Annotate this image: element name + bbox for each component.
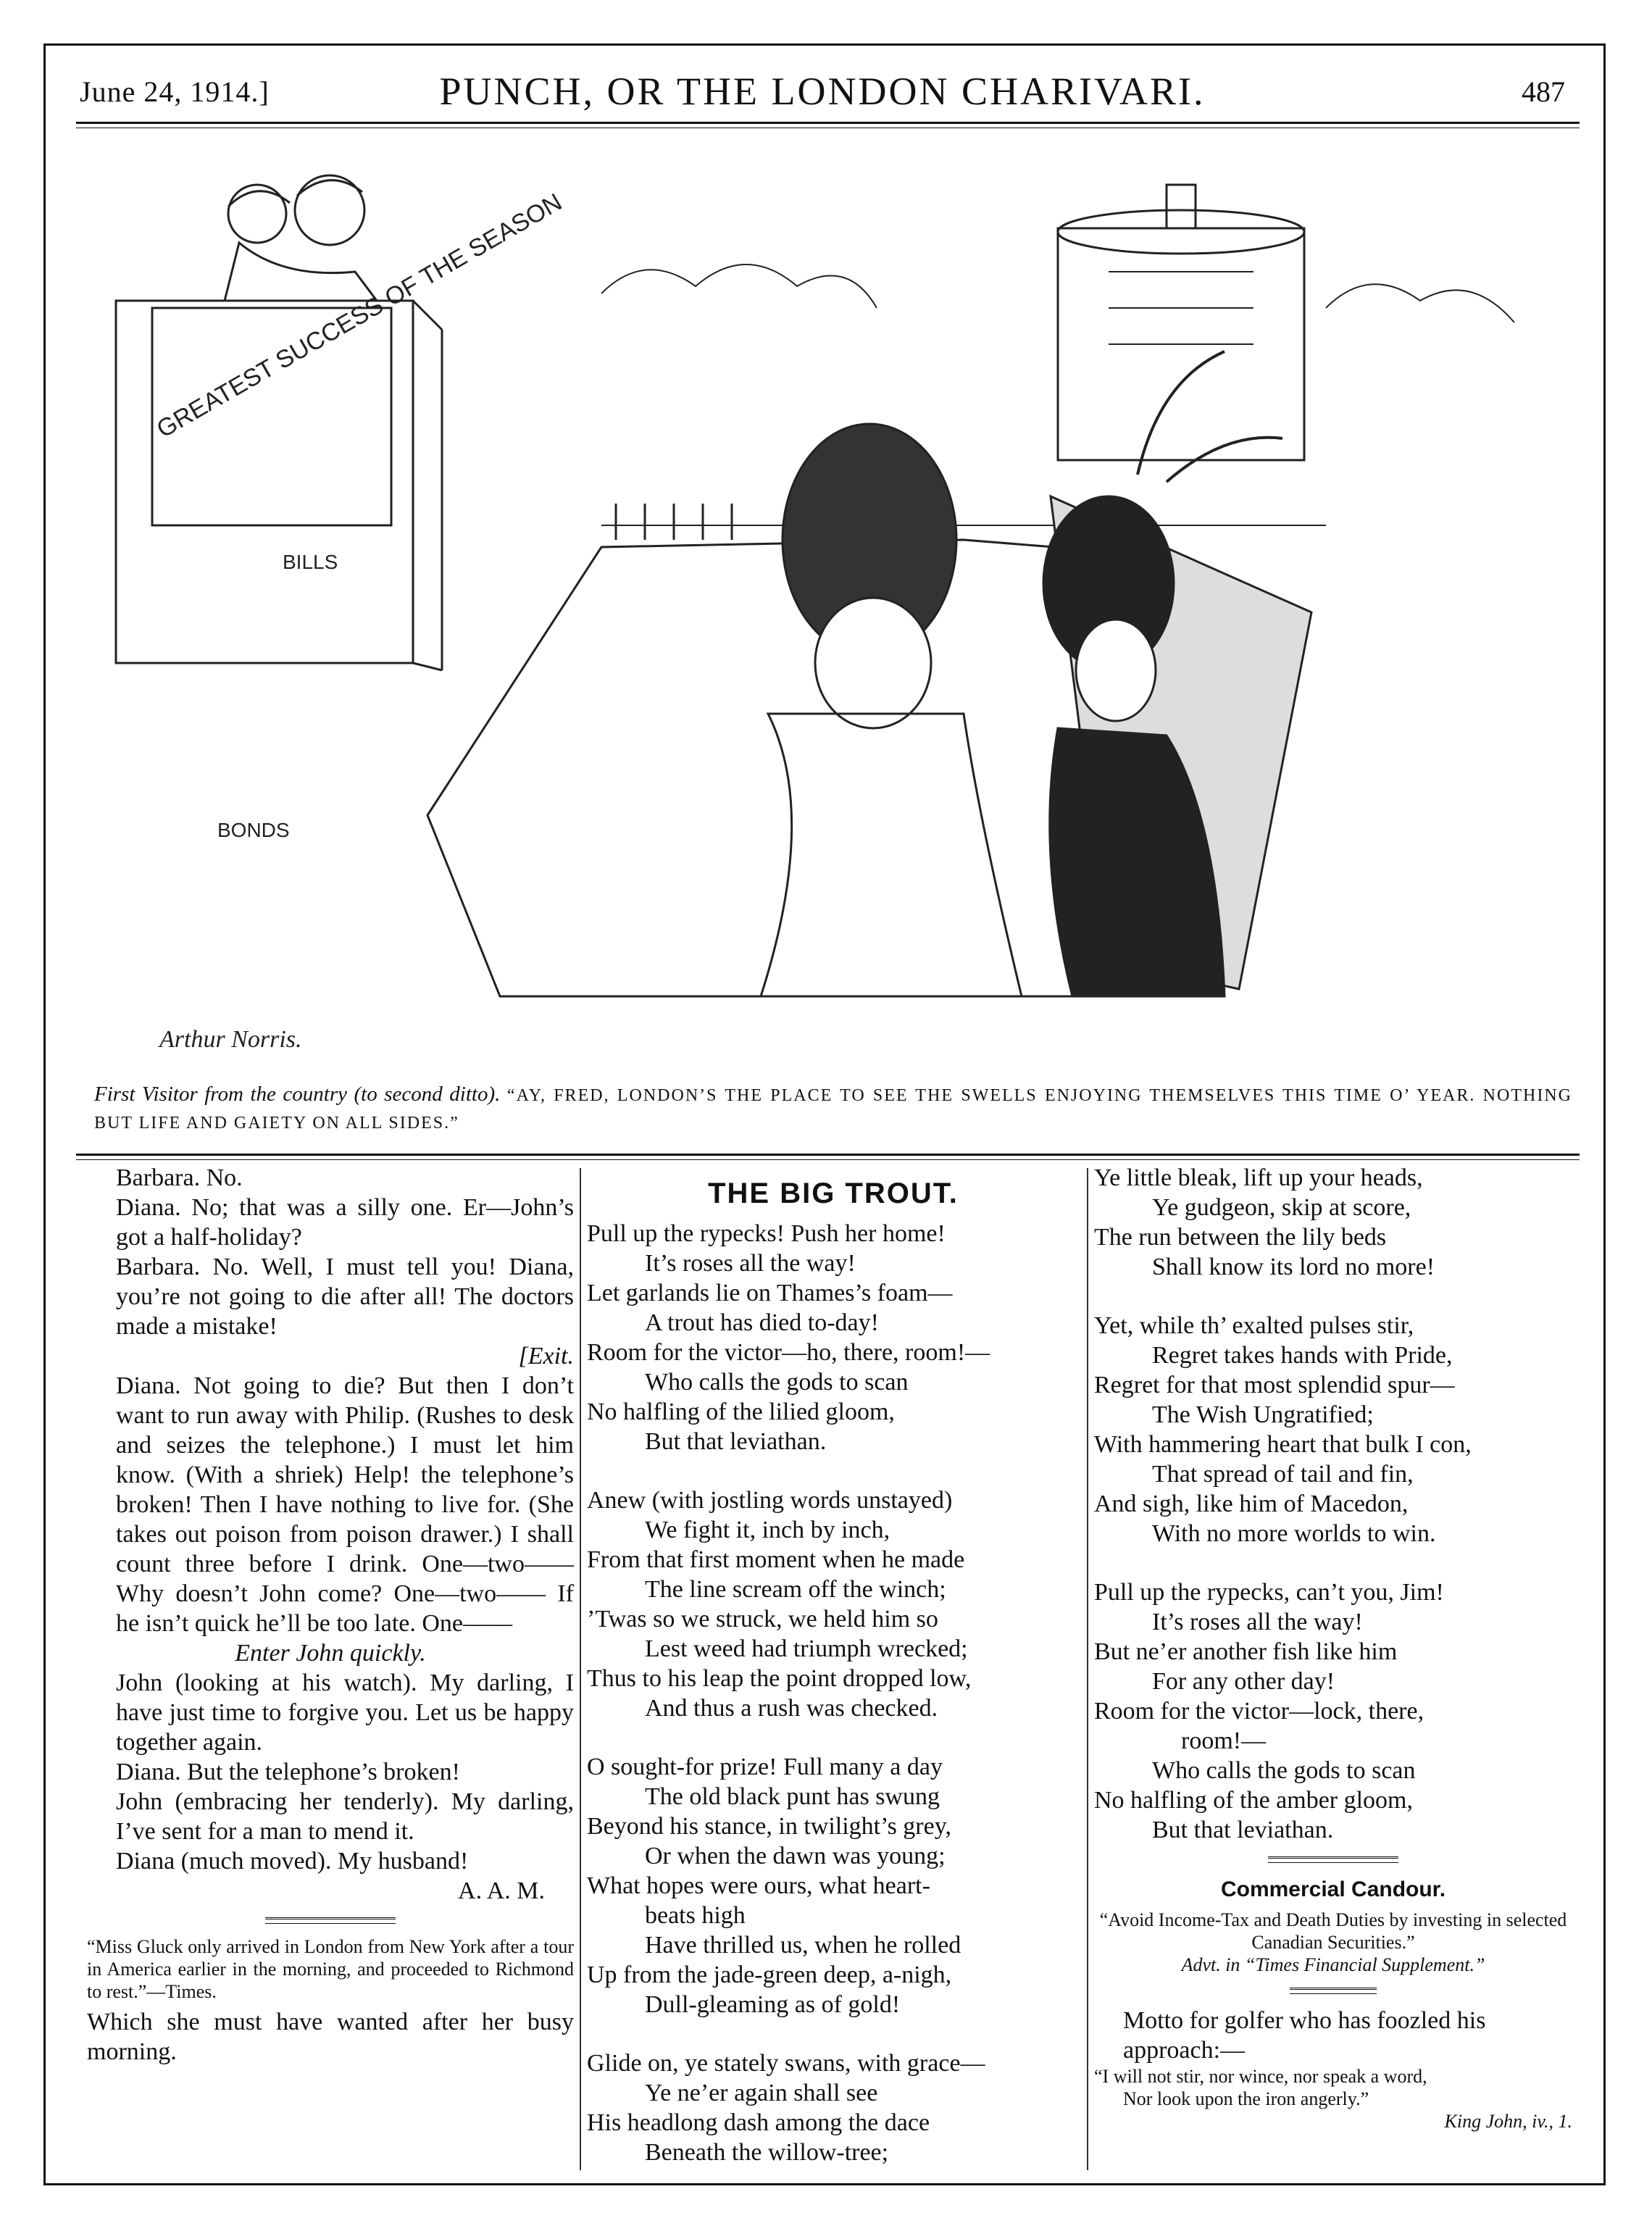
poster-sign-text: GREATEST SUCCESS OF THE SEASON [152,188,567,443]
golf-motto-intro: Motto for golfer who has foozled his approach:— [1123,2007,1486,2064]
play-line: Diana. But the telephone’s broken! [116,1759,460,1785]
ornament-rule [265,1917,396,1924]
poem-line: Ye gudgeon, skip at score, [1152,1194,1411,1221]
poem-line: Regret for that most splendid spur— [1094,1372,1455,1398]
right-column [1094,1163,1572,2132]
header-rule [76,122,1580,124]
poem-line: The old black punt has swung [645,1783,940,1810]
poem-line: Ye little bleak, lift up your heads, [1094,1164,1423,1191]
cartoon-illustration [94,163,1572,1062]
poem-line: Thus to his leap the point dropped low, [587,1665,972,1692]
poem-line: A trout has died to-day! [645,1309,879,1336]
poem-line: The Wish Ungratified; [1152,1401,1374,1428]
poem-line: From that first moment when he made [587,1546,965,1573]
play-line: John (looking at his watch). My darling, I have just time to forgive you. Let us be happy together again. [116,1669,574,1756]
column-divider-2 [1087,1168,1088,2170]
page-header [80,69,1565,120]
poem-column [587,1163,1080,2167]
poem-line: But ne’er another fish like him [1094,1638,1398,1665]
poem-line: beats high [645,1902,746,1929]
poem-stanza-4 [587,2048,1080,2167]
issue-date: June 24, 1914.] [80,75,270,108]
poem-line: It’s roses all the way! [1152,1609,1363,1635]
poem-line: The run between the lily beds [1094,1224,1387,1251]
poem-line: Have thrilled us, when he rolled [645,1932,961,1959]
caption-speaker: First Visitor from the country (to second ditto). [94,1083,501,1106]
poem-stanza-2 [587,1485,1080,1723]
artist-signature: Arthur Norris. [159,1026,302,1053]
poem-line: But that leviathan. [1152,1817,1334,1843]
poem-line: No halfling of the lilied gloom, [587,1398,895,1425]
poem-line: Up from the jade-green deep, a-nigh, [587,1961,952,1988]
poem-line: Pull up the rypecks, can’t you, Jim! [1094,1579,1444,1606]
play-line: Barbara. No. Well, I must tell you! Diana, you’re not going to die after all! The doctors made a mistake! [116,1254,574,1340]
ornament-rule-small [1290,1988,1377,1994]
poem-stanza-7 [1094,1577,1572,1845]
poem-line: Who calls the gods to scan [645,1369,909,1396]
play-line: Barbara. No. [116,1164,243,1191]
masthead-title: PUNCH, OR THE LONDON CHARIVARI. [439,70,1206,113]
column-divider-1 [580,1168,581,2170]
golf-motto-source: King John, iv., 1. [1444,2111,1572,2132]
posters-text: BONDS [217,819,290,841]
poem-line: Beneath the willow-tree; [645,2139,889,2166]
times-quote: “Miss Gluck only arrived in London from New York after a tour in America earlier in the morning, and proceeded to Richmond to rest.”—Times. [87,1936,574,2002]
play-stage-direction: Enter John quickly. [235,1640,426,1667]
poem-line: O sought-for prize! Full many a day [587,1754,943,1780]
poem-line: Regret takes hands with Pride, [1152,1342,1453,1369]
poem-line: Let garlands lie on Thames’s foam— [587,1280,953,1306]
poem-stanza-3 [587,1752,1080,2019]
candour-title: Commercial Candour. [1220,1877,1446,1901]
poem-line: With no more worlds to win. [1152,1520,1436,1547]
page-number: 487 [1522,75,1565,108]
poem-line: No halfling of the amber gloom, [1094,1787,1414,1814]
poem-line: Anew (with jostling words unstayed) [587,1487,953,1514]
poem-line: room!— [1181,1727,1267,1754]
poem-line: Room for the victor—ho, there, room!— [587,1339,990,1366]
poem-line: Shall know its lord no more! [1152,1254,1435,1280]
poem-line: Or when the dawn was young; [645,1843,946,1869]
cartoon-caption [94,1081,1572,1136]
bills-text: BILLS [283,551,338,573]
poem-title: THE BIG TROUT. [708,1177,959,1209]
poem-line: And sigh, like him of Macedon, [1094,1491,1409,1517]
poem-line: For any other day! [1152,1668,1335,1695]
caption-rule-thin [76,1159,1580,1160]
poem-stanza-1 [587,1219,1080,1456]
candour-source: Advt. in “Times Financial Supplement.” [1181,1954,1485,1975]
play-line: John (embracing her tenderly). My darling, I’ve sent for a man to mend it. [116,1788,574,1845]
poem-line: Beyond his stance, in twilight’s grey, [587,1813,952,1840]
play-line: Diana. No; that was a silly one. Er—John’s got a half-holiday? [116,1194,574,1251]
ornament-rule [1268,1856,1398,1863]
quote-comment: Which she must have wanted after her busy morning. [87,2009,574,2065]
poem-line: With hammering heart that bulk I con, [1094,1431,1472,1458]
poem-stanza-5 [1094,1163,1572,1282]
play-column [87,1163,574,2067]
poem-line: It’s roses all the way! [645,1250,856,1277]
poem-line: But that leviathan. [645,1428,827,1455]
poem-line: ’Twas so we struck, we held him so [587,1606,938,1633]
poem-line: What hopes were ours, what heart- [587,1872,930,1899]
play-signature: A. A. M. [458,1877,545,1904]
caption-speech: “AY, FRED, LONDON’S THE PLACE TO SEE THE SWELLS ENJOYING THEMSELVES THIS TIME O’ YEAR. NOTHING BUT LIFE AND GAIETY ON ALL SIDES.” [94,1086,1572,1133]
poem-line: That spread of tail and fin, [1152,1461,1414,1488]
caption-rule [76,1154,1580,1156]
poem-line: We fight it, inch by inch, [645,1517,890,1543]
poem-stanza-6 [1094,1311,1572,1548]
play-line: Diana (much moved). My husband! [116,1848,469,1875]
poem-line: Ye ne’er again shall see [645,2080,878,2106]
poem-line: The line scream off the winch; [645,1576,946,1603]
poem-line: And thus a rush was checked. [645,1695,938,1722]
poem-line: Glide on, ye stately swans, with grace— [587,2050,985,2077]
golf-motto-line-2: Nor look upon the iron angerly.” [1123,2088,1369,2109]
play-line: Diana. Not going to die? But then I don’t want to run away with Philip. (Rushes to desk and seizes the telephone.) I must let him know. (With a shriek) Help! the telephone’s broken! Then I have nothing to live for. (She takes out poison from poison drawer.) I shall count three before I drink. One—two—— Why doesn’t John come? One—two—— If he isn’t quick he’ll be too late. One—— [116,1372,574,1637]
golf-motto-line-1: “I will not stir, nor wince, nor speak a word, [1094,2066,1427,2087]
poem-line: Lest weed had triumph wrecked; [645,1635,968,1662]
poem-line: Dull-gleaming as of gold! [645,1991,901,2018]
poem-line: Pull up the rypecks! Push her home! [587,1220,946,1247]
poem-line: Yet, while th’ exalted pulses stir, [1094,1312,1414,1339]
poem-line: Room for the victor—lock, there, [1094,1698,1424,1725]
candour-quote: “Avoid Income-Tax and Death Duties by investing in selected Canadian Securities.” [1099,1909,1567,1953]
play-stage-direction: [Exit. [518,1343,574,1369]
poem-line: Who calls the gods to scan [1152,1757,1416,1784]
poem-line: His headlong dash among the dace [587,2109,930,2136]
